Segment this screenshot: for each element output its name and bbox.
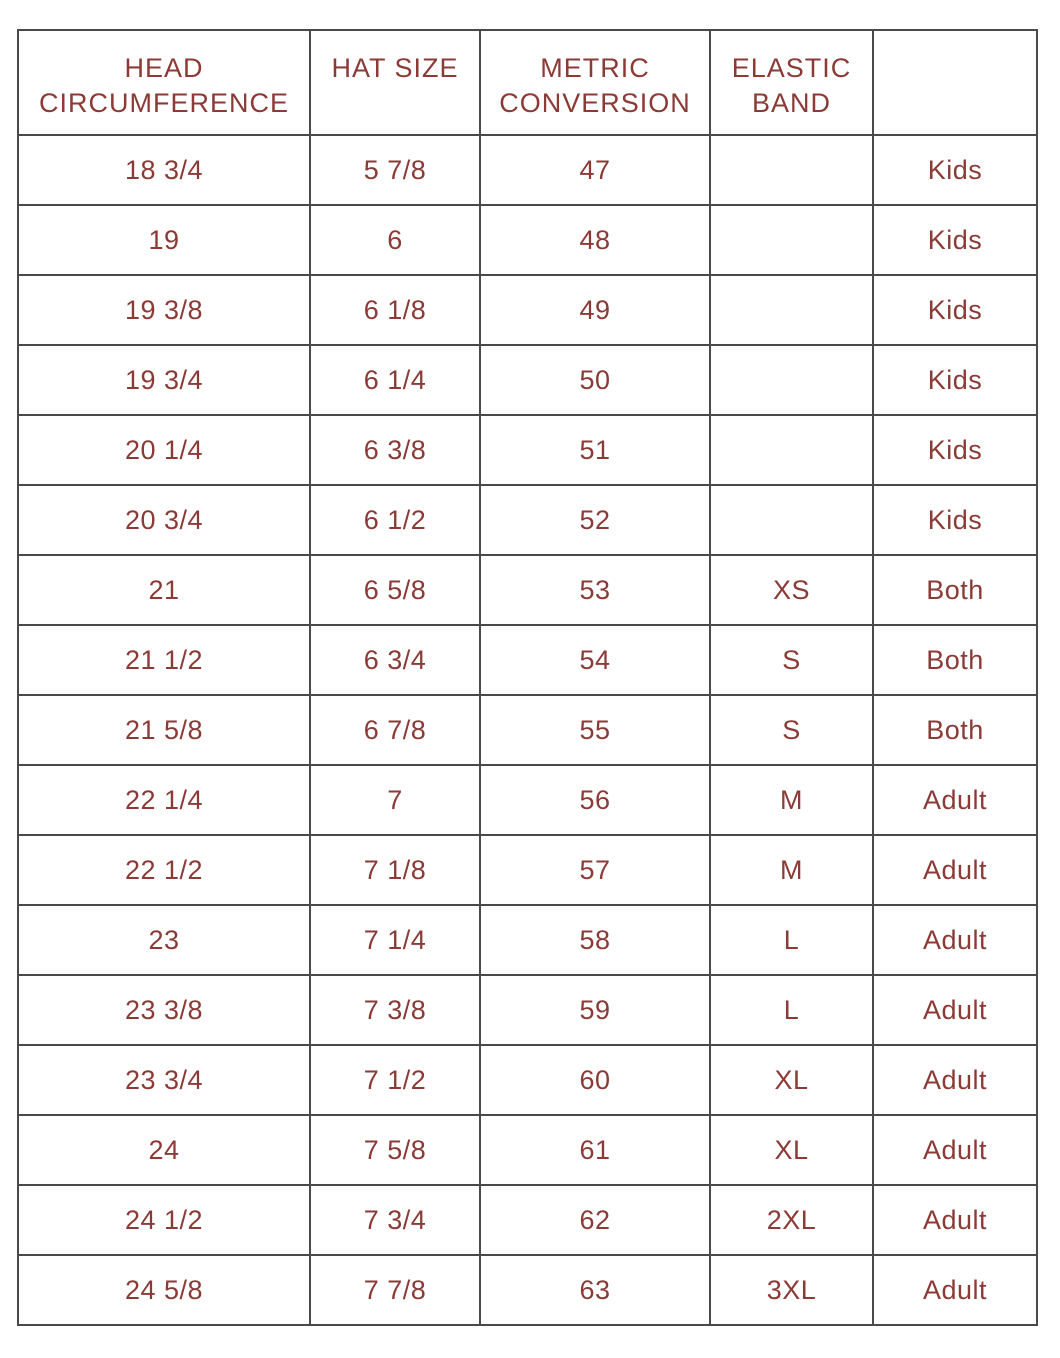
- header-elastic-band: [710, 30, 873, 135]
- table-row: [18, 1045, 1037, 1115]
- age-group-cell: Kids: [873, 415, 1037, 485]
- hat-size-cell: 6 3/8: [310, 415, 480, 485]
- head-circumference-cell: 23: [18, 905, 310, 975]
- elastic-band-cell: M: [710, 765, 873, 835]
- elastic-band-cell: XL: [710, 1045, 873, 1115]
- metric-conversion-cell: 58: [480, 905, 710, 975]
- hat-size-cell: 7 3/8: [310, 975, 480, 1045]
- metric-conversion-cell: 62: [480, 1185, 710, 1255]
- hat-size-cell: 7 5/8: [310, 1115, 480, 1185]
- elastic-band-cell: S: [710, 695, 873, 765]
- head-circumference-cell: 21: [18, 555, 310, 625]
- table-row: [18, 205, 1037, 275]
- metric-conversion-cell: 61: [480, 1115, 710, 1185]
- age-group-cell: Kids: [873, 205, 1037, 275]
- head-circumference-cell: 23 3/4: [18, 1045, 310, 1115]
- age-group-cell: Both: [873, 695, 1037, 765]
- head-circumference-cell: 20 1/4: [18, 415, 310, 485]
- table-row: [18, 975, 1037, 1045]
- table-row: [18, 1115, 1037, 1185]
- metric-conversion-cell: 63: [480, 1255, 710, 1325]
- elastic-band-cell: 2XL: [710, 1185, 873, 1255]
- table-row: [18, 905, 1037, 975]
- header-line: HAT SIZE: [331, 53, 459, 83]
- age-group-cell: Both: [873, 555, 1037, 625]
- age-group-cell: Adult: [873, 765, 1037, 835]
- elastic-band-cell: 3XL: [710, 1255, 873, 1325]
- table-row: [18, 135, 1037, 205]
- age-group-cell: Adult: [873, 905, 1037, 975]
- header-hat-size: [310, 30, 480, 135]
- header-age-group: [873, 30, 1037, 135]
- header-line: CONVERSION: [499, 88, 691, 118]
- table-row: [18, 835, 1037, 905]
- metric-conversion-cell: 54: [480, 625, 710, 695]
- hat-size-cell: 6 7/8: [310, 695, 480, 765]
- age-group-cell: Kids: [873, 485, 1037, 555]
- head-circumference-cell: 22 1/4: [18, 765, 310, 835]
- head-circumference-cell: 24 5/8: [18, 1255, 310, 1325]
- head-circumference-cell: 19: [18, 205, 310, 275]
- hat-size-cell: 7 1/4: [310, 905, 480, 975]
- header-line: BAND: [751, 88, 831, 118]
- header-metric-conversion: [480, 30, 710, 135]
- head-circumference-cell: 24: [18, 1115, 310, 1185]
- elastic-band-cell: [710, 135, 873, 205]
- age-group-cell: Both: [873, 625, 1037, 695]
- table-row: [18, 275, 1037, 345]
- metric-conversion-cell: 47: [480, 135, 710, 205]
- hat-size-cell: 6 1/4: [310, 345, 480, 415]
- head-circumference-cell: 19 3/8: [18, 275, 310, 345]
- elastic-band-cell: M: [710, 835, 873, 905]
- elastic-band-cell: S: [710, 625, 873, 695]
- metric-conversion-cell: 59: [480, 975, 710, 1045]
- metric-conversion-cell: 56: [480, 765, 710, 835]
- header-line: ELASTIC: [731, 53, 852, 83]
- header-line: HEAD: [124, 53, 204, 83]
- head-circumference-cell: 21 1/2: [18, 625, 310, 695]
- head-circumference-cell: 24 1/2: [18, 1185, 310, 1255]
- age-group-cell: Adult: [873, 1185, 1037, 1255]
- head-circumference-cell: 21 5/8: [18, 695, 310, 765]
- metric-conversion-cell: 60: [480, 1045, 710, 1115]
- hat-size-cell: 7 7/8: [310, 1255, 480, 1325]
- table-row: [18, 765, 1037, 835]
- metric-conversion-cell: 57: [480, 835, 710, 905]
- hat-size-cell: 6 3/4: [310, 625, 480, 695]
- head-circumference-cell: 22 1/2: [18, 835, 310, 905]
- metric-conversion-cell: 51: [480, 415, 710, 485]
- elastic-band-cell: XS: [710, 555, 873, 625]
- header-head-circumference: [18, 30, 310, 135]
- elastic-band-cell: [710, 205, 873, 275]
- table-row: [18, 1185, 1037, 1255]
- header-line: CIRCUMFERENCE: [38, 88, 289, 118]
- metric-conversion-cell: 53: [480, 555, 710, 625]
- hat-size-cell: 6 1/2: [310, 485, 480, 555]
- metric-conversion-cell: 55: [480, 695, 710, 765]
- header-line: METRIC: [540, 53, 650, 83]
- elastic-band-cell: L: [710, 975, 873, 1045]
- age-group-cell: Adult: [873, 975, 1037, 1045]
- hat-size-cell: 6 1/8: [310, 275, 480, 345]
- table-row: [18, 345, 1037, 415]
- head-circumference-cell: 18 3/4: [18, 135, 310, 205]
- hat-size-cell: 5 7/8: [310, 135, 480, 205]
- table-row: [18, 1255, 1037, 1325]
- age-group-cell: Adult: [873, 1255, 1037, 1325]
- head-circumference-cell: 19 3/4: [18, 345, 310, 415]
- hat-size-cell: 7: [310, 765, 480, 835]
- elastic-band-cell: XL: [710, 1115, 873, 1185]
- table-row: [18, 485, 1037, 555]
- elastic-band-cell: [710, 275, 873, 345]
- age-group-cell: Kids: [873, 275, 1037, 345]
- metric-conversion-cell: 48: [480, 205, 710, 275]
- head-circumference-cell: 23 3/8: [18, 975, 310, 1045]
- table-row: [18, 415, 1037, 485]
- age-group-cell: Kids: [873, 345, 1037, 415]
- elastic-band-cell: [710, 485, 873, 555]
- elastic-band-cell: L: [710, 905, 873, 975]
- metric-conversion-cell: 52: [480, 485, 710, 555]
- table-row: [18, 695, 1037, 765]
- table-body: [18, 135, 1037, 1325]
- age-group-cell: Adult: [873, 835, 1037, 905]
- hat-size-cell: 6 5/8: [310, 555, 480, 625]
- table-row: [18, 555, 1037, 625]
- elastic-band-cell: [710, 345, 873, 415]
- metric-conversion-cell: 50: [480, 345, 710, 415]
- hat-size-cell: 7 1/8: [310, 835, 480, 905]
- age-group-cell: Adult: [873, 1045, 1037, 1115]
- elastic-band-cell: [710, 415, 873, 485]
- hat-size-cell: 7 1/2: [310, 1045, 480, 1115]
- metric-conversion-cell: 49: [480, 275, 710, 345]
- hat-size-table: [17, 29, 1038, 1326]
- head-circumference-cell: 20 3/4: [18, 485, 310, 555]
- hat-size-cell: 6: [310, 205, 480, 275]
- age-group-cell: Kids: [873, 135, 1037, 205]
- age-group-cell: Adult: [873, 1115, 1037, 1185]
- hat-size-cell: 7 3/4: [310, 1185, 480, 1255]
- table-row: [18, 625, 1037, 695]
- header-row: [18, 30, 1037, 135]
